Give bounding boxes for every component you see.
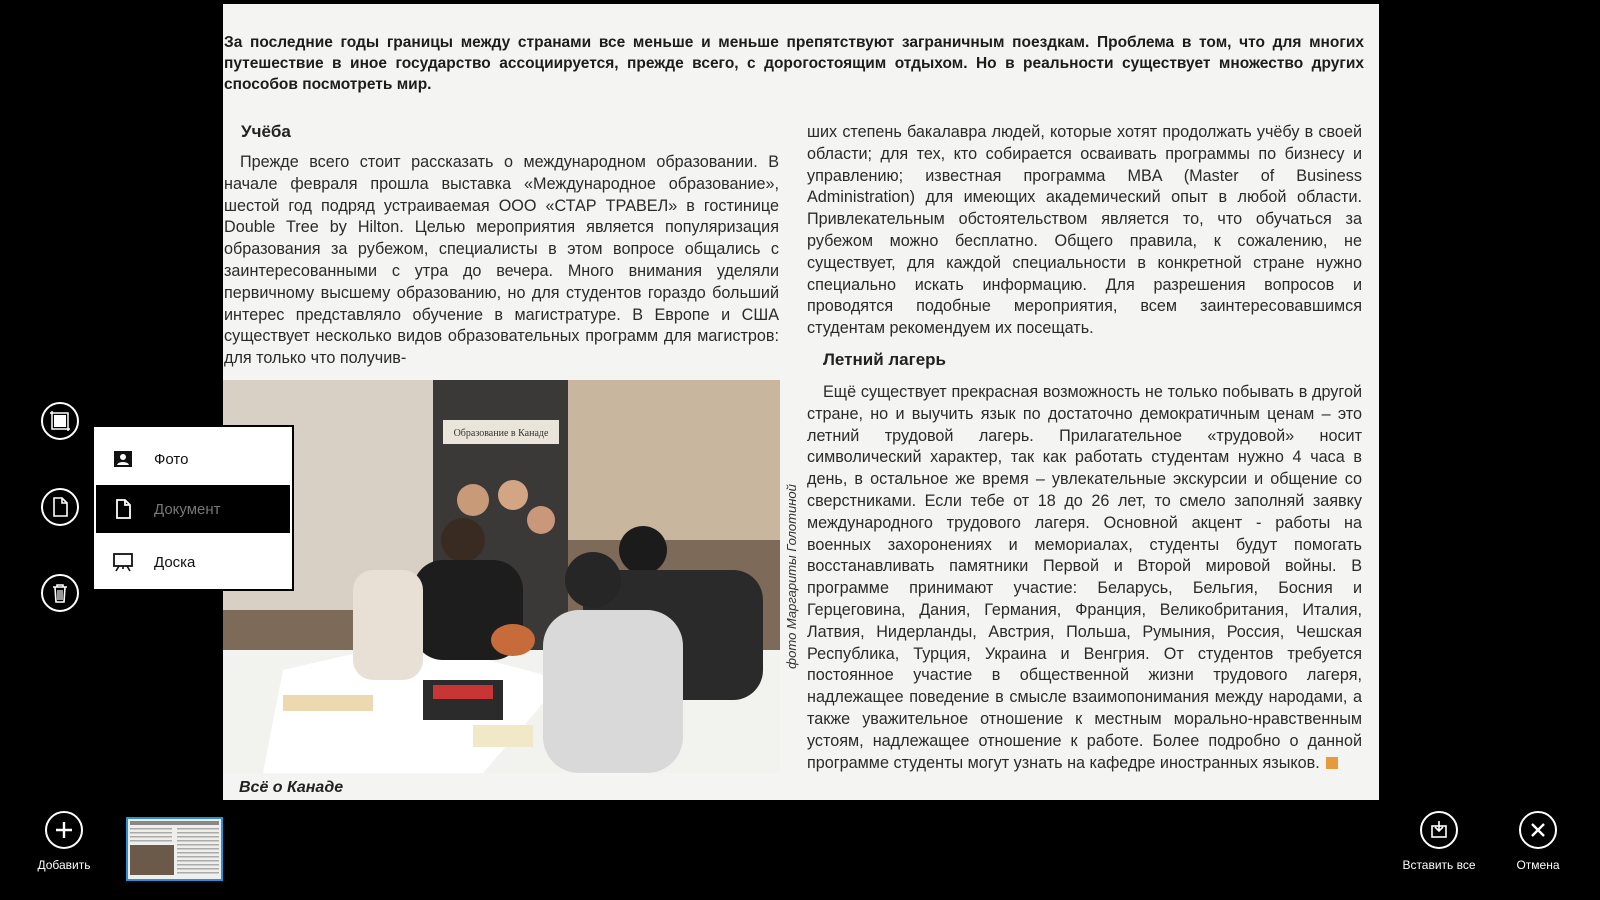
menu-item-document[interactable]: Документ <box>96 485 290 533</box>
capture-mode-button[interactable] <box>41 488 79 526</box>
photo-icon <box>112 448 134 470</box>
photo-banner-text: Образование в Канаде <box>453 428 549 439</box>
end-mark-icon <box>1326 757 1338 769</box>
section-title-camp: Летний лагерь <box>823 350 947 369</box>
photo-caption: Всё о Канаде <box>239 779 344 796</box>
article-column-right-top <box>807 122 1362 340</box>
article-column-left <box>224 152 779 370</box>
add-button[interactable] <box>14 811 114 872</box>
crop-icon <box>49 410 71 432</box>
article-column-right-bottom <box>807 382 1362 794</box>
crop-button[interactable] <box>41 402 79 440</box>
delete-button[interactable] <box>41 574 79 612</box>
app-bar <box>0 800 1600 900</box>
capture-mode-menu <box>92 425 294 591</box>
article-lead: За последние годы границы между странами все меньше и меньше препятствуют заграничным поездкам. Проблема в том, что для многих путешествие в иное государство ассоциируется, прежде всего, с дорогостоящим отдыхом. Но в реальности существует множество других способов посмотреть мир. <box>224 34 1364 93</box>
insert-icon <box>1429 820 1449 840</box>
menu-item-photo[interactable]: Фото <box>96 435 290 483</box>
cancel-label: Отмена <box>1516 858 1560 872</box>
insert-all-label: Вставить все <box>1402 858 1476 872</box>
menu-item-whiteboard[interactable]: Доска <box>96 538 290 586</box>
scanned-page <box>223 4 1379 800</box>
insert-all-button[interactable] <box>1389 811 1489 872</box>
whiteboard-icon <box>112 551 134 573</box>
plus-icon <box>54 820 74 840</box>
section-text-study: Прежде всего стоит рассказать о международном образовании. В начале февраля прошла выставка «Международное образование», шестой год подряд устраиваемая ООО «СТАР ТРАВЕЛ» в гостинице Double Tree by Hilton. Целью мероприятия является популяризация образования за рубежом, специалисты в этом вопросе общались с заинтересованными с утра до вечера. Много внимания уделяли первичному высшему образованию, но для студентов гораздо больший интерес представляло обучение в магистратуре. В Европе и США существует несколько видов образовательных программ для магистров: для только что получив- <box>224 153 779 368</box>
article-photo <box>223 380 780 773</box>
trash-icon <box>49 582 71 604</box>
document-icon <box>112 498 134 520</box>
section-text-study-cont: ших степень бакалавра людей, которые хотят продолжать учёбу в своей области; для тех, кто собирается осваивать программы по бизнесу и управлению; известная программа MBA (Master of Business Administration) для имеющих академический опыт в любой области. Привлекательным обстоятельством является то, что обучаться за рубежом можно бесплатно. Общего правила, к сожалению, не существует, для каждой специальности в конкретной стране нужно специально искать информацию. Для разрешения вопросов и проводятся подобные мероприятия, всем заинтересовавшимся студентам рекомендуем их посещать. <box>807 123 1362 338</box>
thumbnail-preview <box>128 819 221 879</box>
cancel-button[interactable] <box>1488 811 1588 872</box>
page-thumbnail[interactable] <box>126 817 223 881</box>
photo-illustration <box>223 380 780 773</box>
close-icon <box>1528 820 1548 840</box>
photo-credit: фото Маргариты Голотиной <box>783 484 799 669</box>
add-button-label: Добавить <box>37 858 91 872</box>
document-icon <box>49 496 71 518</box>
section-title-study: Учёба <box>241 122 291 141</box>
section-text-camp: Ещё существует прекрасная возможность не только побывать в другой стране, но и выучить язык по достаточно демократичным ценам – это летний трудовой лагерь. Прилагательное «трудовой» носит символический характер, так как работать студентам нужно 4 часа в день, в остальное же время – увлекательные экскурсии и общение со сверстниками. Если тебе от 18 до 26 лет, то смело заполняй заявку международного трудового лагеря. Основной акцент - работы на военных захоронениях и мемориалах, студенты будут помогать восстанавливать памятники Первой и Второй мировой войны. В программе принимают участие: Беларусь, Бельгия, Босния и Герцеговина, Дания, Германия, Франция, Великобритания, Италия, Латвия, Нидерланды, Австрия, Польша, Румыния, Россия, Чешская Республика, Турция, Украина и Венгрия. От студентов требуется постоянное участие в общественной жизни трудового лагеря, надлежащее поведение в смысле взаимопонимания между народами, а также уважительное отношение к местным морально-нравственным устоям, надлежащее отношение к работе. Более подробно о данной программе студенты могут узнать на кафедре иностранных языков. <box>807 383 1362 772</box>
